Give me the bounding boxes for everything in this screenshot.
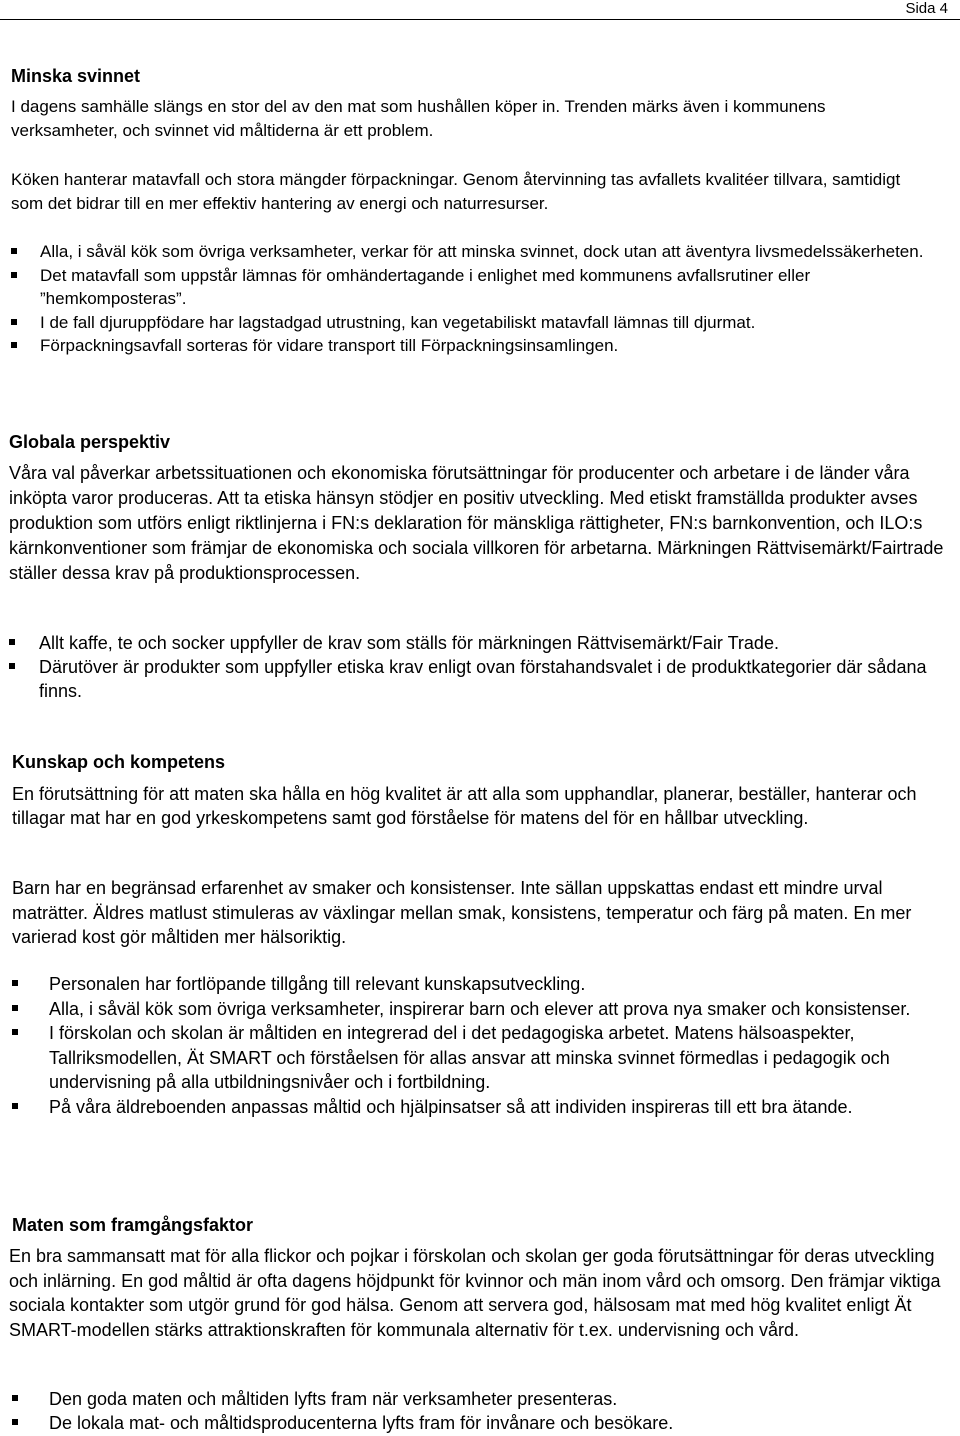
list-item [12, 1095, 954, 1120]
section-heading: Minska svinnet [11, 66, 141, 86]
list-item-text: Det matavfall som uppstår lämnas för omhändertagande i enlighet med kommunens avfallsrutiner eller ”hemkomposteras”. [40, 265, 811, 309]
header-divider [0, 19, 960, 20]
paragraph: Köken hanterar matavfall och stora mängder förpackningar. Genom återvinning tas avfallets kvalitéer tillvara, samtidigt som det bidrar till en mer effektiv hantering av energi och naturresurser. [11, 170, 901, 213]
square-bullet-icon [11, 319, 17, 325]
section-heading: Globala perspektiv [9, 432, 171, 452]
page-header [0, 0, 960, 22]
square-bullet-icon [12, 1029, 18, 1035]
bullet-list [11, 240, 931, 358]
list-item [12, 997, 954, 1022]
paragraph: Barn har en begränsad erfarenhet av smaker och konsistenser. Inte sällan uppskattas endast ett mindre urval maträtter. Äldres matlust stimuleras av växlingar mellan smak, konsistens, temperatur och färg på maten. En mer varierad kost gör måltiden mer hälsoriktig. [12, 878, 912, 947]
section-heading: Kunskap och kompetens [12, 752, 226, 772]
list-item-text: I förskolan och skolan är måltiden en integrerad del i det pedagogiska arbetet. Matens hälsoaspekter, Tallriksmodellen, Ät SMART och förståelsen för allas ansvar att minska svinnet förmedlas i pedagogik och undervisning på alla utbildningsnivåer och i fortbildning. [49, 1023, 890, 1092]
list-item-text: Alla, i såväl kök som övriga verksamheter, inspirerar barn och elever att prova nya smaker och konsistenser. [49, 998, 911, 1019]
square-bullet-icon [11, 342, 17, 348]
square-bullet-icon [12, 980, 18, 986]
list-item [11, 264, 931, 311]
square-bullet-icon [12, 1395, 18, 1401]
bullet-list [12, 1387, 954, 1435]
list-item-text: I de fall djuruppfödare har lagstadgad utrustning, kan vegetabiliskt matavfall lämnas till djurmat. [40, 312, 756, 332]
paragraph: En förutsättning för att maten ska hålla en hög kvalitet är att alla som upphandlar, planerar, beställer, hanterar och tillagar mat har en god yrkeskompetens samt god förståelse för matens del för en hållbar utveckling. [12, 784, 917, 828]
bullet-list [9, 631, 954, 703]
square-bullet-icon [11, 272, 17, 278]
list-item-text: Alla, i såväl kök som övriga verksamheter, verkar för att minska svinnet, dock utan att äventyra livsmedelssäkerheten. [40, 242, 924, 261]
square-bullet-icon [12, 1005, 18, 1011]
list-item [9, 631, 954, 655]
section-heading: Maten som framgångsfaktor [12, 1215, 254, 1235]
list-item-text: De lokala mat- och måltidsproducenterna lyfts fram för invånare och besökare. [49, 1413, 674, 1433]
list-item [12, 1387, 954, 1411]
square-bullet-icon [12, 1103, 18, 1109]
list-item-text: Allt kaffe, te och socker uppfyller de krav som ställs för märkningen Rättvisemärkt/Fair Trade. [39, 633, 779, 653]
bullet-list [12, 972, 954, 1119]
paragraph: En bra sammansatt mat för alla flickor och pojkar i förskolan och skolan ger goda förutsättningar för deras utveckling och inlärning. En god måltid är ofta dagens höjdpunkt för kvinnor och män inom vård och omsorg. Den främjar viktiga sociala kontakter som utgör grund för god hälsa. Genom att servera god, hälsosam mat med hög kvalitet enligt Ät SMART-modellen stärks attraktionskraften för kommunala alternativ för t.ex. undervisning och vård. [9, 1246, 941, 1340]
list-item [12, 1411, 954, 1435]
list-item [12, 1021, 954, 1095]
list-item [11, 334, 931, 358]
square-bullet-icon [9, 639, 15, 645]
list-item-text: Personalen har fortlöpande tillgång till relevant kunskapsutveckling. [49, 974, 586, 994]
square-bullet-icon [9, 663, 15, 669]
list-item-text: Den goda maten och måltiden lyfts fram när verksamheter presenteras. [49, 1389, 618, 1409]
list-item [12, 972, 954, 997]
square-bullet-icon [11, 248, 17, 254]
paragraph: I dagens samhälle slängs en stor del av den mat som hushållen köper in. Trenden märks även i kommunens verksamheter, och svinnet vid måltiderna är ett problem. [11, 97, 826, 140]
list-item-text: Förpackningsavfall sorteras för vidare transport till Förpackningsinsamlingen. [40, 336, 619, 356]
list-item-text: På våra äldreboenden anpassas måltid och hjälpinsatser så att individen inspireras till ett bra ätande. [49, 1096, 853, 1117]
list-item [9, 655, 954, 703]
page-number: Sida 4 [905, 0, 948, 17]
square-bullet-icon [12, 1419, 18, 1425]
list-item [11, 240, 931, 264]
list-item-text: Därutöver är produkter som uppfyller etiska krav enligt ovan förstahandsvalet i de produktkategorier där sådana finns. [39, 657, 927, 701]
list-item [11, 311, 931, 335]
paragraph: Våra val påverkar arbetssituationen och ekonomiska förutsättningar för producenter och arbetare i de länder våra inköpta varor produceras. Att ta etiska hänsyn stödjer en positiv utveckling. Med etiskt framställda produkter avses produktion som utförs enligt riktlinjerna i FN:s deklaration för mänskliga rättigheter, FN:s barnkonvention, och ILO:s kärnkonventioner som främjar de ekonomiska och sociala villkoren för arbetarna. Märkningen Rättvisemärkt/Fairtrade ställer dessa krav på produktionsprocessen. [9, 463, 944, 583]
